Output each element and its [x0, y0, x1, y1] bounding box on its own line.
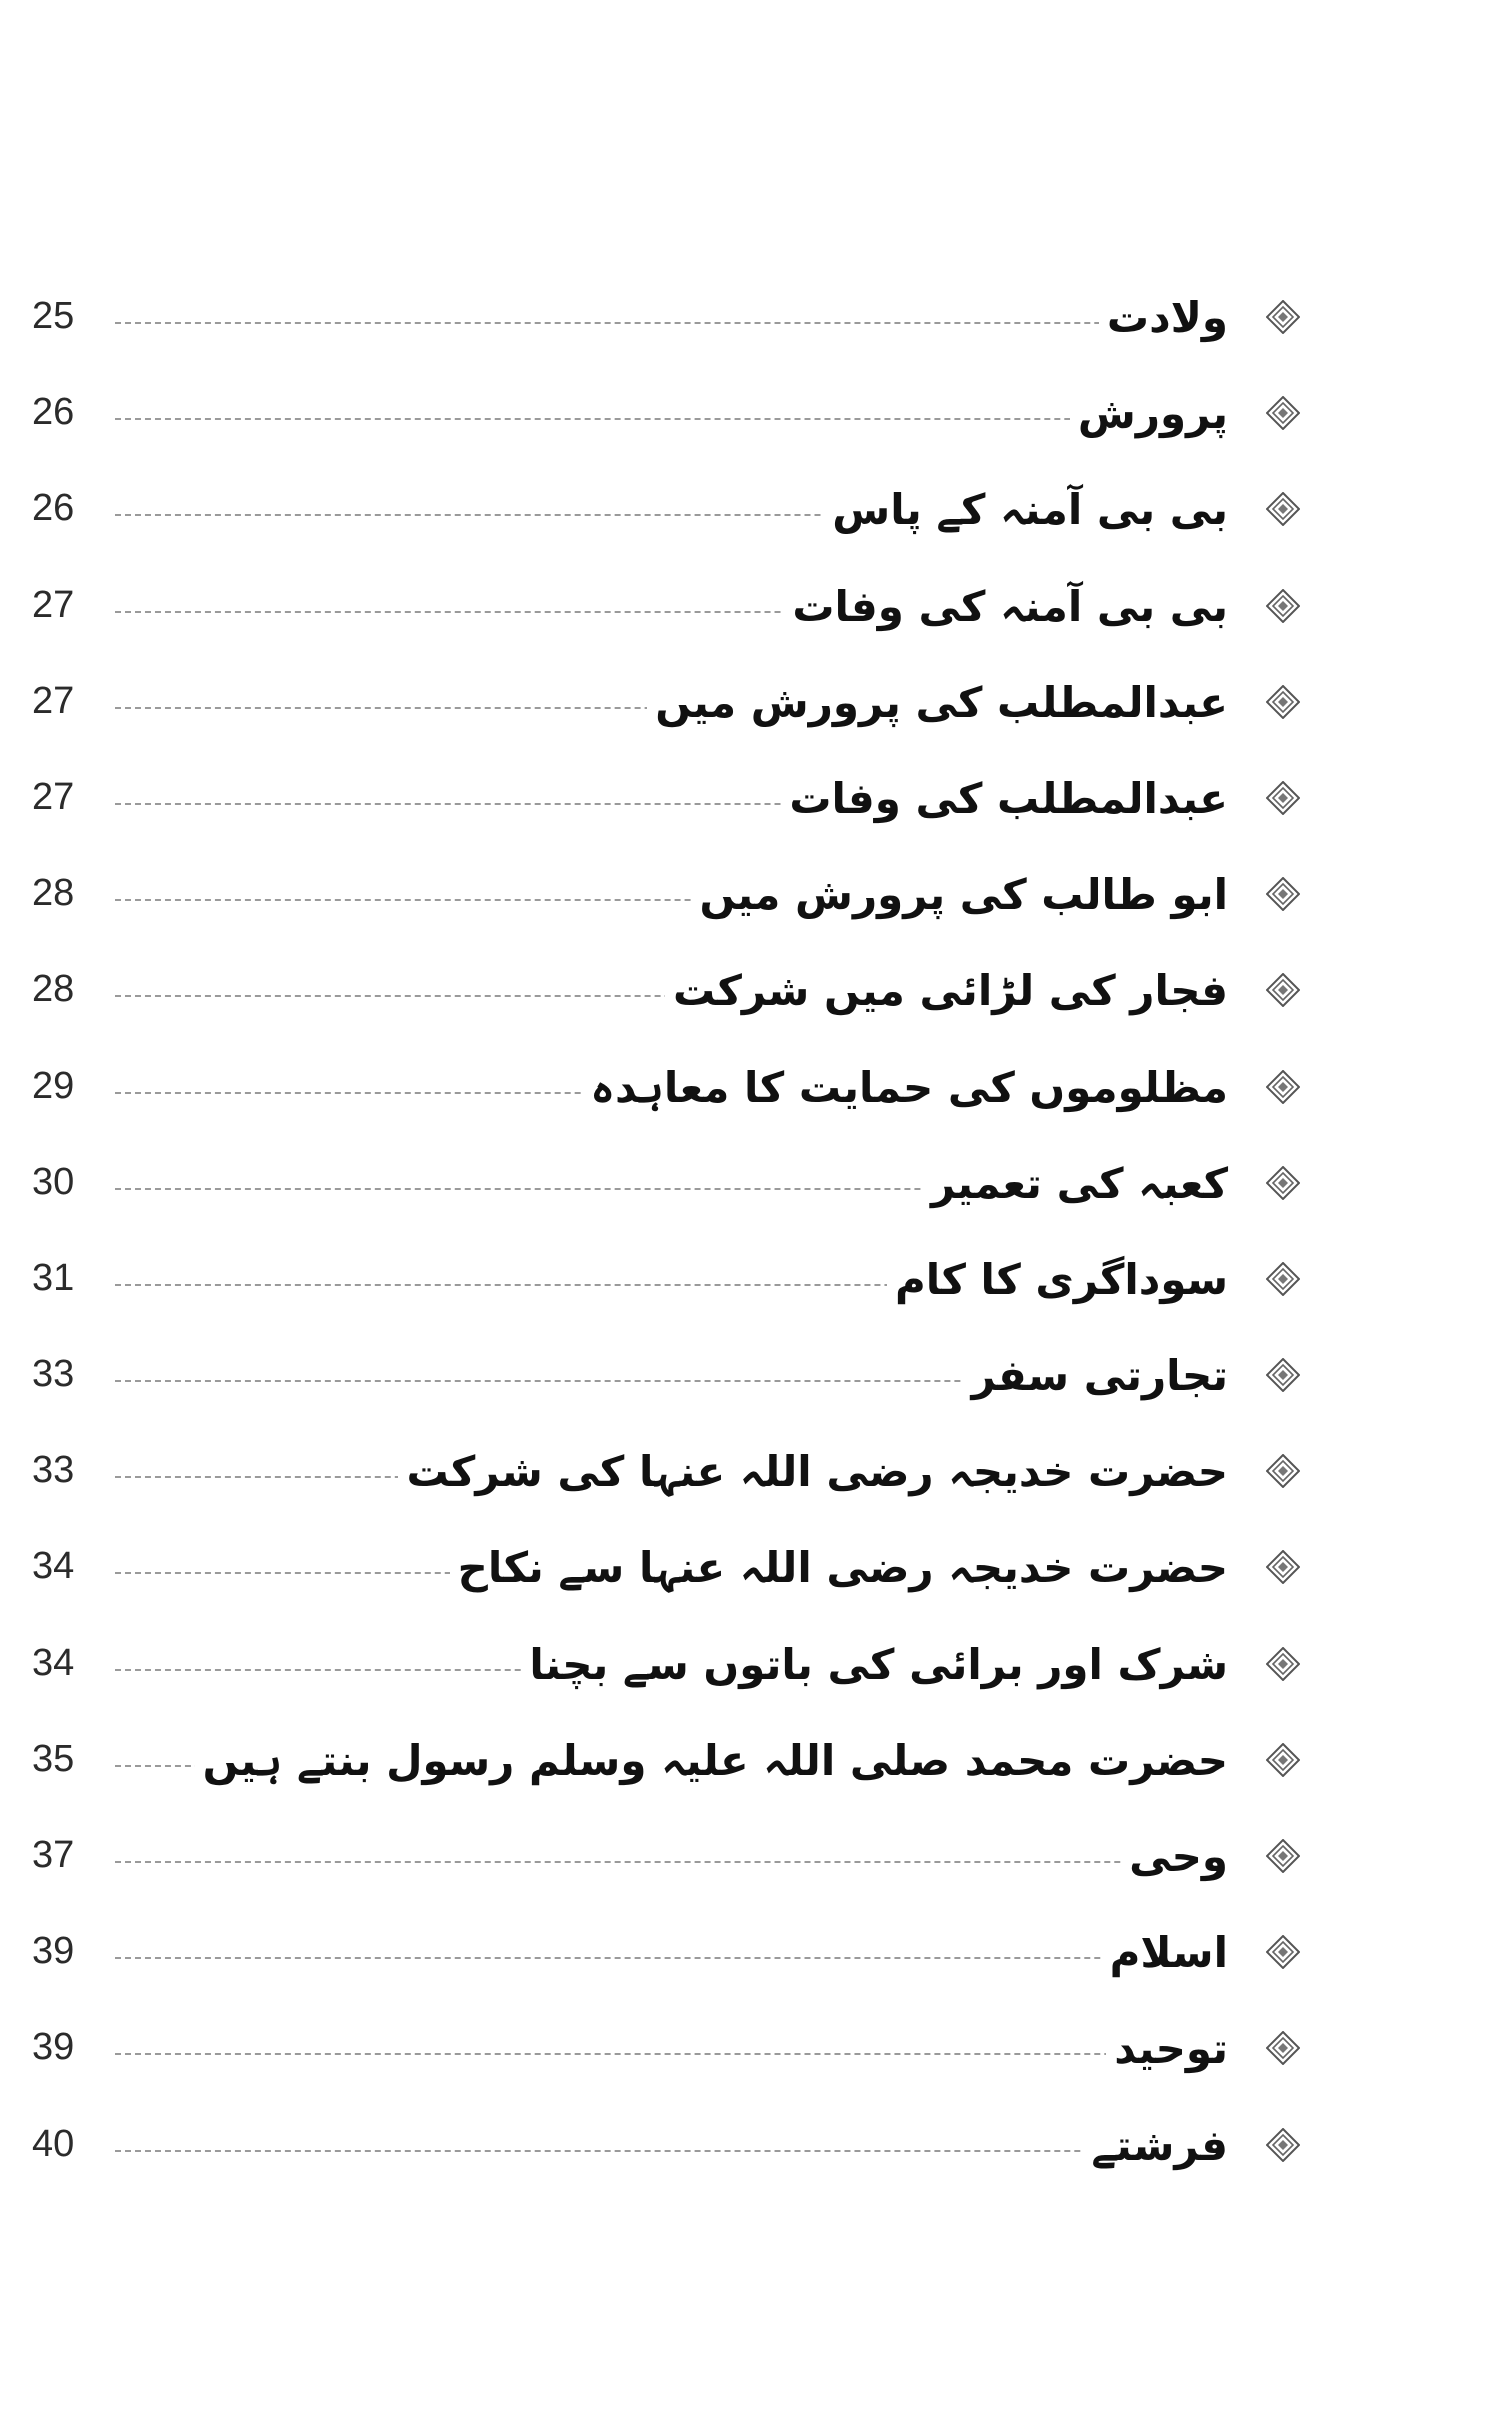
- leader-end-mask: [1200, 1080, 1490, 1108]
- entry-title-wrap: [963, 1328, 1228, 1424]
- entry-title: حضرت خدیجہ رضی اللہ عنہا سے نکاح: [457, 1543, 1228, 1593]
- leader-end-mask: [1200, 502, 1490, 530]
- table-of-contents: [0, 270, 1490, 2194]
- entry-title-wrap: [665, 943, 1228, 1039]
- page-number: 27: [32, 679, 75, 722]
- page-number: 28: [32, 872, 75, 915]
- page-number: 39: [32, 2026, 75, 2069]
- entry-title: حضرت محمد صلی اللہ علیہ وسلم رسول بنتے ہیں: [202, 1735, 1228, 1785]
- diamond-ornament-icon: [1266, 300, 1300, 334]
- leader-end-mask: [1200, 310, 1490, 338]
- toc-entry[interactable]: [0, 1905, 1490, 2001]
- toc-entry[interactable]: [0, 751, 1490, 847]
- diamond-ornament-icon: [1266, 685, 1300, 719]
- page-number: 28: [32, 968, 75, 1011]
- page-number: 35: [32, 1737, 75, 1780]
- page-number: 30: [32, 1160, 75, 1203]
- toc-entry[interactable]: [0, 1424, 1490, 1520]
- leader-end-mask: [1200, 1945, 1490, 1973]
- leader-end-mask: [1200, 1560, 1490, 1588]
- entry-title-wrap: [691, 847, 1228, 943]
- entry-title: اسلام: [1109, 1928, 1228, 1978]
- page-number: 26: [32, 487, 75, 530]
- page-number: 25: [32, 295, 75, 337]
- entry-title-wrap: [1102, 1905, 1228, 2001]
- toc-entry[interactable]: [0, 1040, 1490, 1136]
- diamond-ornament-icon: [1266, 1935, 1300, 1969]
- entry-title: حضرت خدیجہ رضی اللہ عنہا کی شرکت: [406, 1447, 1228, 1497]
- entry-title-wrap: [781, 751, 1228, 847]
- toc-entry[interactable]: [0, 1713, 1490, 1809]
- toc-entry[interactable]: [0, 270, 1490, 366]
- entry-title: بی بی آمنہ کے پاس: [832, 485, 1228, 535]
- page-number: 31: [32, 1256, 75, 1299]
- entry-title: کعبہ کی تعمیر: [931, 1158, 1228, 1208]
- toc-entry[interactable]: [0, 1617, 1490, 1713]
- page-number: 29: [32, 1064, 75, 1107]
- entry-title: توحید: [1114, 2024, 1228, 2074]
- page-number: 37: [32, 1834, 75, 1876]
- entry-title-wrap: [887, 1232, 1228, 1328]
- leader-end-mask: [1200, 1753, 1490, 1781]
- entry-title-wrap: [1121, 1809, 1228, 1905]
- entry-title-wrap: [1070, 366, 1228, 462]
- toc-entry[interactable]: [0, 1328, 1490, 1424]
- toc-entry[interactable]: [0, 1136, 1490, 1232]
- leader-end-mask: [1200, 2041, 1490, 2069]
- leader-end-mask: [1200, 695, 1490, 723]
- toc-entry[interactable]: [0, 943, 1490, 1039]
- toc-entry[interactable]: [0, 366, 1490, 462]
- entry-title: شرک اور برائی کی باتوں سے بچنا: [529, 1639, 1228, 1689]
- leader-end-mask: [1200, 1176, 1490, 1204]
- page-number: 34: [32, 1641, 75, 1684]
- entry-title-wrap: [1099, 270, 1228, 366]
- diamond-ornament-icon: [1266, 2128, 1300, 2162]
- diamond-ornament-icon: [1266, 1647, 1300, 1681]
- toc-entry[interactable]: [0, 1809, 1490, 1905]
- leader-end-mask: [1200, 1464, 1490, 1492]
- leader-end-mask: [1200, 1368, 1490, 1396]
- entry-title-wrap: [824, 462, 1228, 558]
- leader-end-mask: [1200, 791, 1490, 819]
- page-number: 34: [32, 1545, 75, 1588]
- entry-title: ابو طالب کی پرورش میں: [699, 870, 1228, 920]
- entry-title-wrap: [647, 655, 1228, 751]
- entry-title-wrap: [784, 559, 1228, 655]
- page-number: 33: [32, 1353, 75, 1396]
- diamond-ornament-icon: [1266, 1550, 1300, 1584]
- entry-title: ولادت: [1106, 293, 1228, 342]
- entry-title-wrap: [195, 1713, 1228, 1809]
- leader-end-mask: [1200, 599, 1490, 627]
- page-number: 27: [32, 775, 75, 818]
- entry-title-wrap: [521, 1617, 1228, 1713]
- page-number: 27: [32, 583, 75, 626]
- diamond-ornament-icon: [1266, 1166, 1300, 1200]
- toc-entry[interactable]: [0, 559, 1490, 655]
- entry-title-wrap: [582, 1040, 1228, 1136]
- toc-entry[interactable]: [0, 1520, 1490, 1616]
- diamond-ornament-icon: [1266, 1358, 1300, 1392]
- toc-entry[interactable]: [0, 462, 1490, 558]
- entry-title: مظلوموں کی حمایت کا معاہدہ: [590, 1062, 1228, 1112]
- leader-end-mask: [1200, 983, 1490, 1011]
- diamond-ornament-icon: [1266, 1070, 1300, 1104]
- entry-title: فرشتے: [1091, 2120, 1228, 2170]
- leader-end-mask: [1200, 2138, 1490, 2166]
- diamond-ornament-icon: [1266, 1454, 1300, 1488]
- entry-title-wrap: [1083, 2098, 1228, 2194]
- entry-title: عبدالمطلب کی وفات: [789, 773, 1228, 823]
- entry-title: بی بی آمنہ کی وفات: [792, 581, 1228, 631]
- toc-entry[interactable]: [0, 655, 1490, 751]
- toc-entry[interactable]: [0, 847, 1490, 943]
- diamond-ornament-icon: [1266, 492, 1300, 526]
- entry-title-wrap: [450, 1520, 1228, 1616]
- entry-title: عبدالمطلب کی پرورش میں: [655, 677, 1228, 727]
- leader-end-mask: [1200, 406, 1490, 434]
- diamond-ornament-icon: [1266, 877, 1300, 911]
- leader-end-mask: [1200, 1657, 1490, 1685]
- diamond-ornament-icon: [1266, 1743, 1300, 1777]
- toc-entry[interactable]: [0, 2098, 1490, 2194]
- entry-title: وحی: [1129, 1832, 1228, 1881]
- diamond-ornament-icon: [1266, 589, 1300, 623]
- toc-entry[interactable]: [0, 2001, 1490, 2097]
- page-number: 39: [32, 1930, 75, 1973]
- entry-title-wrap: [1106, 2001, 1228, 2097]
- entry-title: فجار کی لڑائی میں شرکت: [673, 966, 1228, 1016]
- diamond-ornament-icon: [1266, 973, 1300, 1007]
- entry-title: تجارتی سفر: [971, 1351, 1228, 1401]
- leader-end-mask: [1200, 1272, 1490, 1300]
- diamond-ornament-icon: [1266, 1262, 1300, 1296]
- toc-entry[interactable]: [0, 1232, 1490, 1328]
- page-number: 40: [32, 2122, 75, 2165]
- diamond-ornament-icon: [1266, 781, 1300, 815]
- page-number: 26: [32, 391, 75, 434]
- entry-title-wrap: [923, 1136, 1228, 1232]
- diamond-ornament-icon: [1266, 1839, 1300, 1873]
- entry-title-wrap: [398, 1424, 1228, 1520]
- leader-end-mask: [1200, 887, 1490, 915]
- page-number: 33: [32, 1449, 75, 1492]
- leader-end-mask: [1200, 1849, 1490, 1877]
- entry-title: پرورش: [1077, 389, 1228, 439]
- diamond-ornament-icon: [1266, 396, 1300, 430]
- diamond-ornament-icon: [1266, 2031, 1300, 2065]
- entry-title: سوداگری کا کام: [894, 1254, 1228, 1304]
